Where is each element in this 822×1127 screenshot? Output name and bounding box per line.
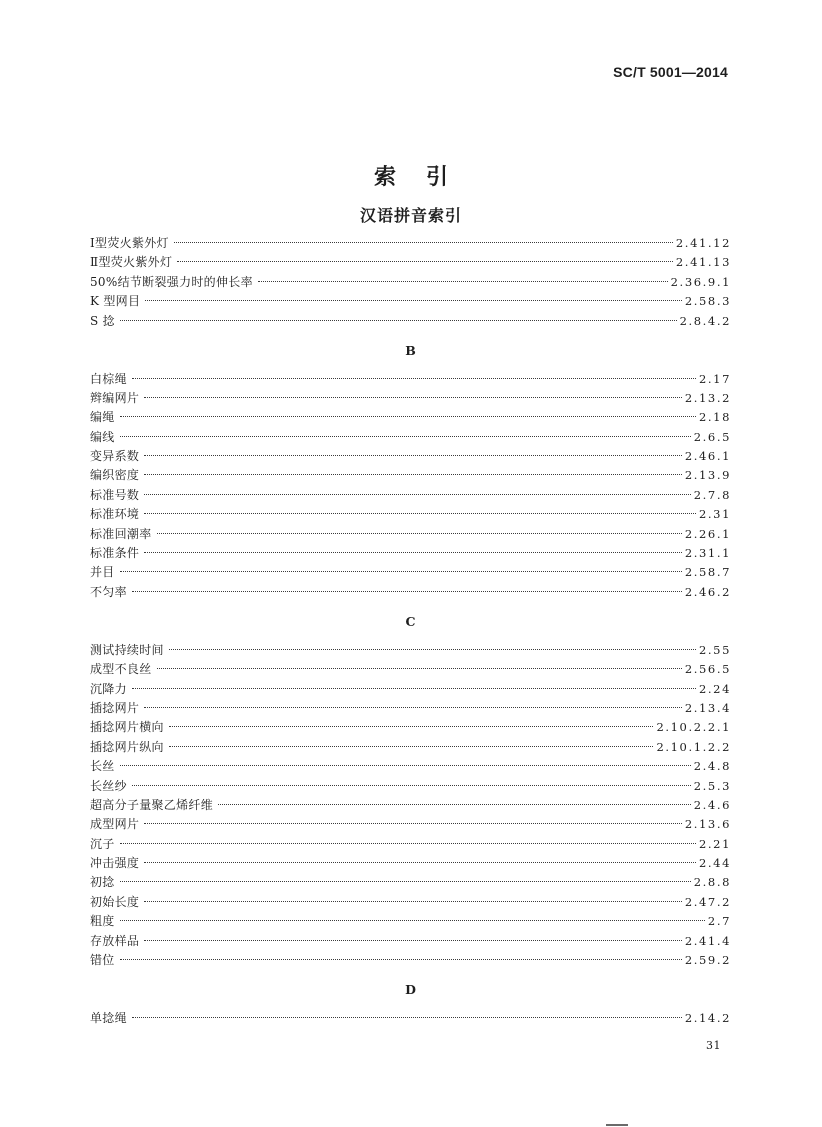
dot-leader xyxy=(169,726,654,727)
dot-leader xyxy=(144,552,682,553)
index-ref: 2.5.3 xyxy=(693,778,731,793)
index-ref: 2.13.6 xyxy=(684,817,731,832)
index-term: 超高分子量聚乙烯纤维 xyxy=(90,797,214,812)
index-entry xyxy=(90,796,731,815)
index-entry xyxy=(90,273,731,292)
dot-leader xyxy=(145,300,682,301)
section-letter-c: C xyxy=(405,613,416,629)
dot-leader xyxy=(120,571,682,572)
index-ref: 2.4.8 xyxy=(693,759,731,774)
index-entry xyxy=(90,932,731,951)
index-ref: 2.10.1.2.2 xyxy=(656,739,731,754)
index-entry xyxy=(90,718,731,737)
index-entry xyxy=(90,641,731,660)
index-term: S 捻 xyxy=(90,313,115,328)
index-term: 长丝 xyxy=(90,759,115,774)
index-term: 粗度 xyxy=(90,914,115,929)
index-entry xyxy=(90,777,731,796)
index-term: 长丝纱 xyxy=(90,778,127,793)
dot-leader xyxy=(144,901,682,902)
index-term: 编线 xyxy=(90,429,115,444)
dot-leader xyxy=(144,455,682,456)
index-entry xyxy=(90,583,731,602)
dot-leader xyxy=(258,281,668,282)
index-term: 插捻网片 xyxy=(90,700,140,715)
index-entry xyxy=(90,312,731,331)
section-letter-b: B xyxy=(405,342,416,358)
index-ref: 2.10.2.2.1 xyxy=(656,720,731,735)
index-term: 不匀率 xyxy=(90,584,127,599)
index-entry xyxy=(90,854,731,873)
index-term: 冲击强度 xyxy=(90,856,140,871)
index-entry xyxy=(90,738,731,757)
index-term: 标准回潮率 xyxy=(90,526,152,541)
index-ref: 2.26.1 xyxy=(684,526,731,541)
index-ref: 2.46.1 xyxy=(684,449,731,464)
index-ref: 2.56.5 xyxy=(684,662,731,677)
dot-leader xyxy=(144,862,696,863)
dot-leader xyxy=(132,785,691,786)
index-ref: 2.7 xyxy=(707,914,731,929)
dot-leader xyxy=(169,746,654,747)
index-ref: 2.55 xyxy=(698,642,731,657)
index-entry xyxy=(90,486,731,505)
dot-leader xyxy=(157,533,682,534)
index-ref: 2.31.1 xyxy=(684,546,731,561)
index-ref: 2.17 xyxy=(698,371,731,386)
dot-leader xyxy=(144,940,682,941)
index-ref: 2.58.3 xyxy=(684,294,731,309)
index-entry xyxy=(90,253,731,272)
index-ref: 2.59.2 xyxy=(684,953,731,968)
index-ref: 2.36.9.1 xyxy=(670,274,731,289)
dot-leader xyxy=(120,881,691,882)
index-term: 初始长度 xyxy=(90,894,140,909)
index-ref: 2.41.4 xyxy=(684,933,731,948)
page-title: 索引 xyxy=(373,165,478,190)
index-ref: 2.46.2 xyxy=(684,584,731,599)
index-ref: 2.13.4 xyxy=(684,700,731,715)
dot-leader xyxy=(120,416,696,417)
index-term: 标准环境 xyxy=(90,507,140,522)
index-ref: 2.58.7 xyxy=(684,565,731,580)
index-term: 单捻绳 xyxy=(90,1011,127,1026)
dot-leader xyxy=(144,823,682,824)
index-entry xyxy=(90,835,731,854)
dot-leader xyxy=(120,436,691,437)
index-group-c xyxy=(90,641,731,971)
dot-leader xyxy=(144,474,682,475)
index-ref: 2.47.2 xyxy=(684,894,731,909)
index-entry xyxy=(90,757,731,776)
index-ref: 2.8.8 xyxy=(693,875,731,890)
index-term: 标准号数 xyxy=(90,487,140,502)
index-term: 辫编网片 xyxy=(90,390,140,405)
section-letter-d: D xyxy=(405,982,416,998)
dot-leader xyxy=(120,320,677,321)
index-ref: 2.31 xyxy=(698,507,731,522)
index-ref: 2.13.9 xyxy=(684,468,731,483)
index-term: 变异系数 xyxy=(90,449,140,464)
index-term: Ⅱ型荧火紫外灯 xyxy=(90,255,173,270)
index-entry xyxy=(90,447,731,466)
dot-leader xyxy=(144,707,682,708)
index-group-b xyxy=(90,370,731,603)
dot-leader xyxy=(132,1017,682,1018)
index-ref: 2.21 xyxy=(698,836,731,851)
dot-leader xyxy=(177,261,673,262)
index-entry xyxy=(90,680,731,699)
index-body xyxy=(90,234,731,1028)
index-entry xyxy=(90,544,731,563)
dot-leader xyxy=(132,378,696,379)
scan-artifact-mark xyxy=(606,1124,628,1126)
index-entry xyxy=(90,408,731,427)
index-term: 插捻网片横向 xyxy=(90,720,164,735)
dot-leader xyxy=(132,688,696,689)
dot-leader xyxy=(169,649,696,650)
index-term: Ⅰ型荧火紫外灯 xyxy=(90,236,169,250)
index-entry xyxy=(90,699,731,718)
index-entry xyxy=(90,292,731,311)
index-entry xyxy=(90,660,731,679)
index-ref: 2.41.12 xyxy=(675,236,731,250)
dot-leader xyxy=(132,591,682,592)
index-entry xyxy=(90,951,731,970)
index-entry xyxy=(90,428,731,447)
index-subtitle: 汉语拼音索引 xyxy=(359,206,462,225)
index-entry xyxy=(90,815,731,834)
index-group-d xyxy=(90,1009,731,1028)
dot-leader xyxy=(120,765,691,766)
index-entry xyxy=(90,563,731,582)
index-term: 沉子 xyxy=(90,836,115,851)
index-term: 存放样品 xyxy=(90,933,140,948)
index-entry xyxy=(90,466,731,485)
index-term: 插捻网片纵向 xyxy=(90,739,164,754)
index-entry xyxy=(90,873,731,892)
index-term: 初捻 xyxy=(90,875,115,890)
index-group-top xyxy=(90,234,731,331)
index-ref: 2.41.13 xyxy=(675,255,731,270)
dot-leader xyxy=(144,494,691,495)
index-ref: 2.24 xyxy=(698,681,731,696)
dot-leader xyxy=(157,668,682,669)
index-term: 沉降力 xyxy=(90,681,127,696)
index-entry xyxy=(90,893,731,912)
dot-leader xyxy=(120,959,682,960)
index-ref: 2.44 xyxy=(698,856,731,871)
index-term: 编绳 xyxy=(90,410,115,425)
index-ref: 2.7.8 xyxy=(693,487,731,502)
page-number: 31 xyxy=(706,1039,721,1052)
index-ref: 2.6.5 xyxy=(693,429,731,444)
dot-leader xyxy=(120,920,705,921)
dot-leader xyxy=(120,843,696,844)
dot-leader xyxy=(174,242,673,243)
index-entry xyxy=(90,234,731,253)
index-entry xyxy=(90,525,731,544)
index-term: 成型不良丝 xyxy=(90,662,152,677)
index-entry xyxy=(90,912,731,931)
index-term: 50%结节断裂强力时的伸长率 xyxy=(90,274,253,289)
index-term: 测试持续时间 xyxy=(90,642,164,657)
index-ref: 2.8.4.2 xyxy=(679,313,731,328)
index-term: 标准条件 xyxy=(90,546,140,561)
index-ref: 2.14.2 xyxy=(684,1011,731,1026)
index-term: K 型网目 xyxy=(90,294,141,309)
index-entry xyxy=(90,370,731,389)
index-term: 编织密度 xyxy=(90,468,140,483)
dot-leader xyxy=(144,513,696,514)
index-term: 成型网片 xyxy=(90,817,140,832)
index-entry xyxy=(90,505,731,524)
index-ref: 2.4.6 xyxy=(693,797,731,812)
index-term: 白棕绳 xyxy=(90,371,127,386)
index-entry xyxy=(90,1009,731,1028)
index-entry xyxy=(90,389,731,408)
dot-leader xyxy=(144,397,682,398)
index-ref: 2.13.2 xyxy=(684,390,731,405)
index-term: 并目 xyxy=(90,565,115,580)
dot-leader xyxy=(218,804,691,805)
index-term: 错位 xyxy=(90,953,115,968)
standard-code: SC/T 5001—2014 xyxy=(613,64,728,80)
index-ref: 2.18 xyxy=(698,410,731,425)
